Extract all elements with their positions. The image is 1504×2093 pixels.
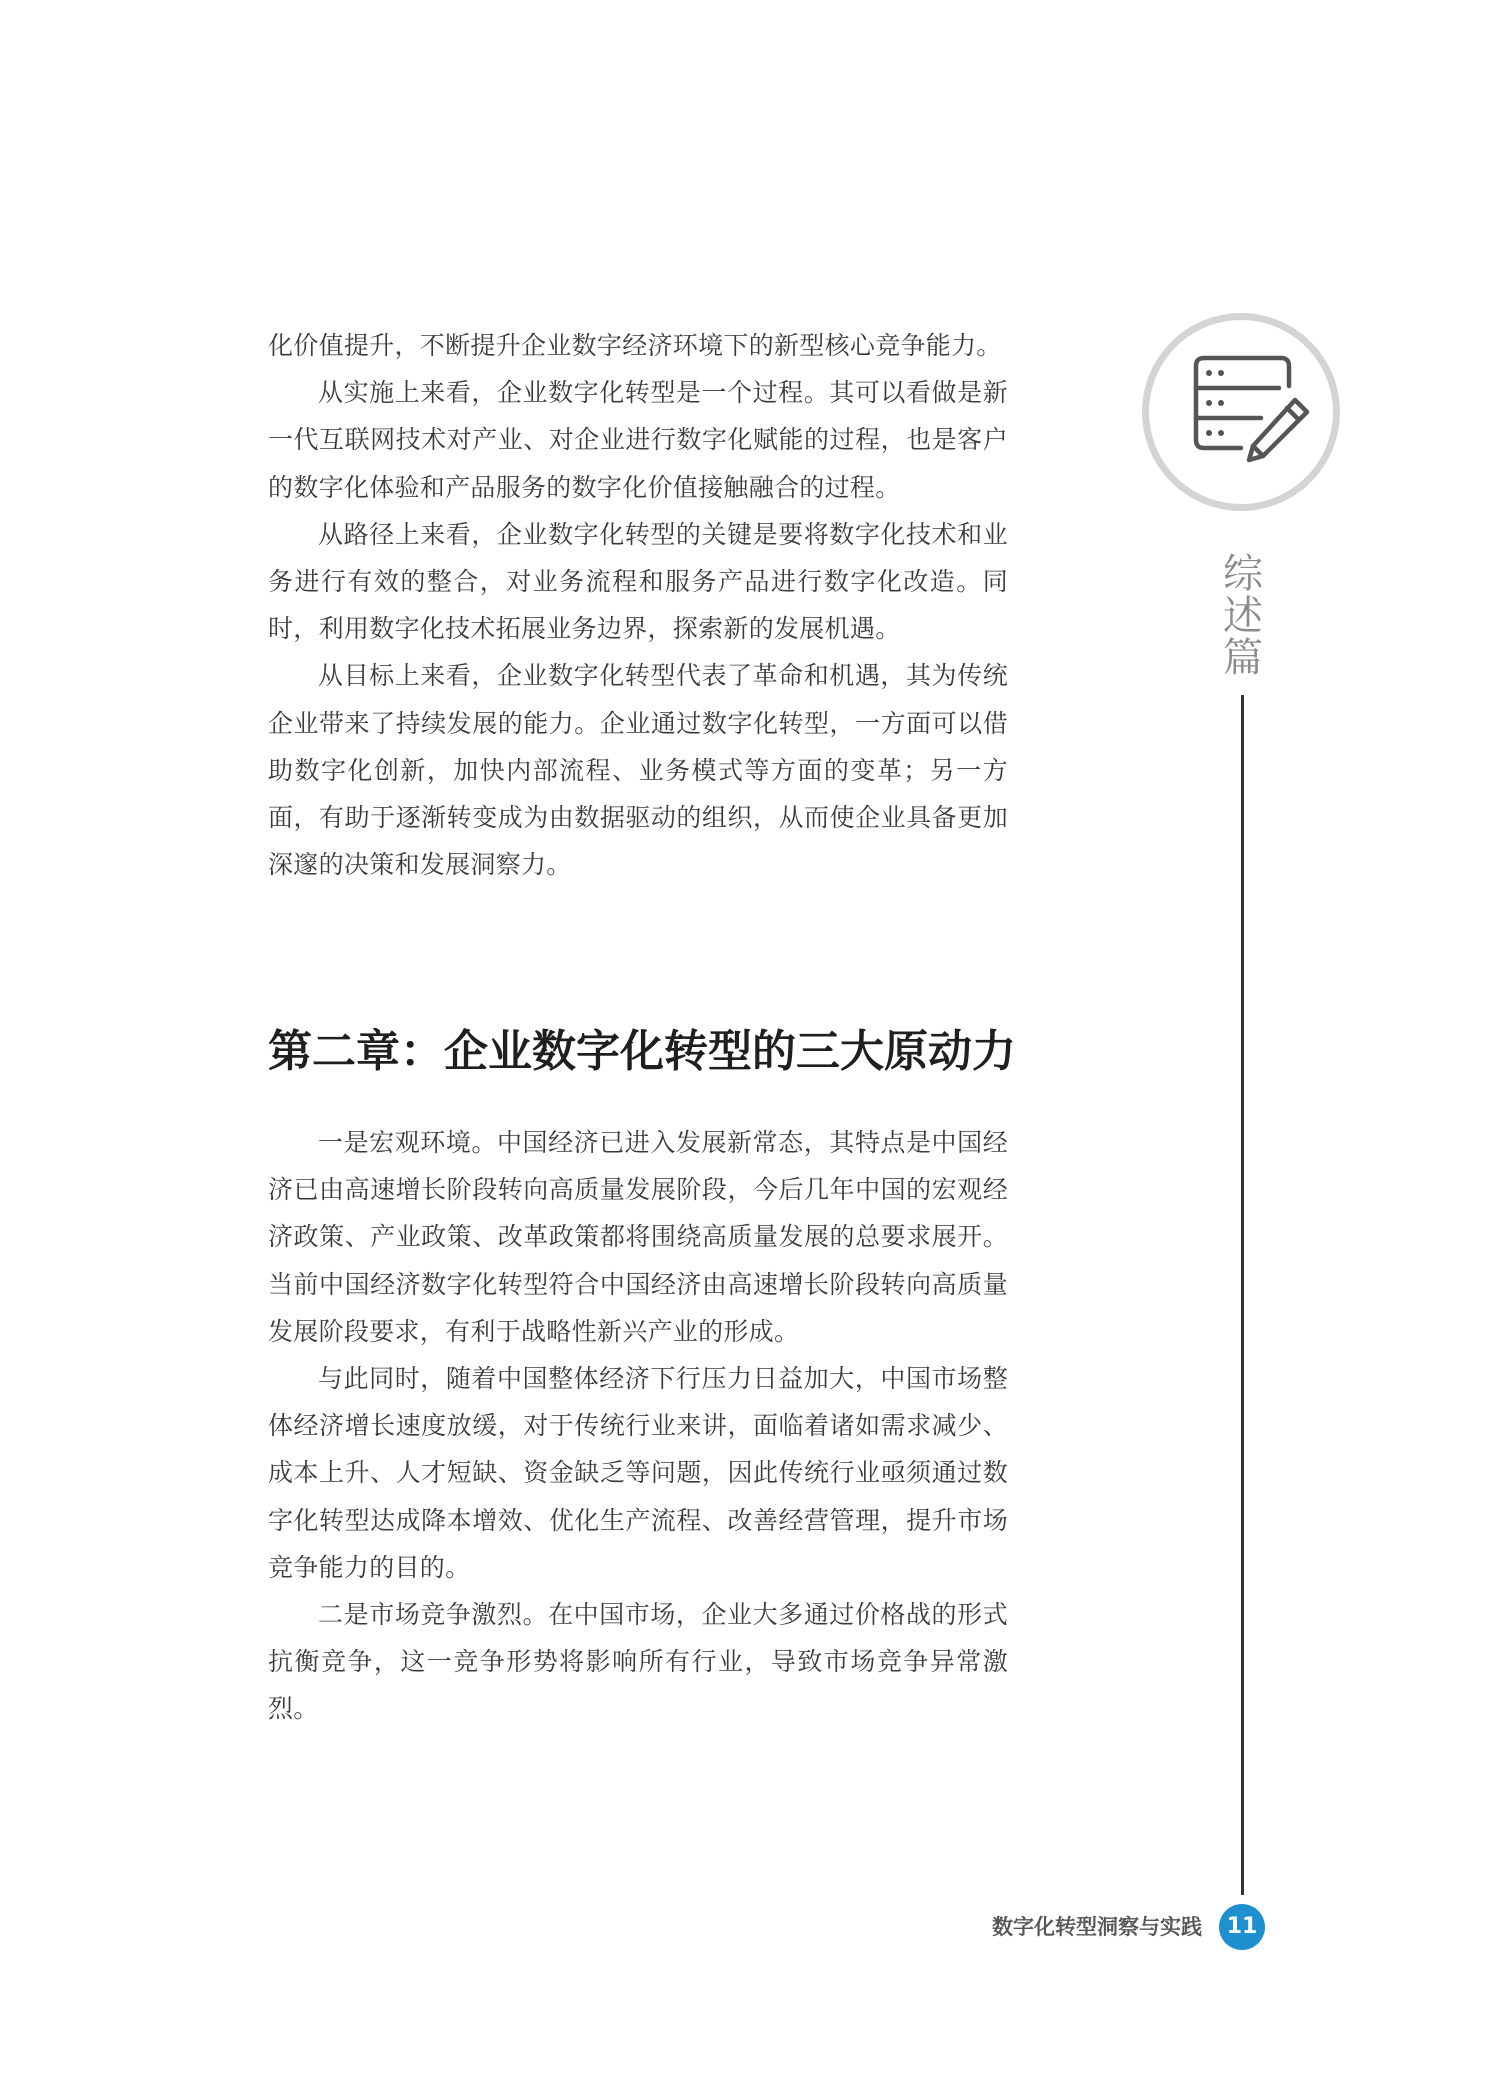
paragraph: 从实施上来看，企业数字化转型是一个过程。其可以看做是新一代互联网技术对产业、对企业进行数字化赋能的过程，也是客户的数字化体验和产品服务的数字化价值接触融合的过程。	[268, 378, 1008, 502]
section-label: 综述篇	[1223, 551, 1263, 681]
server-document-pencil-icon	[1149, 320, 1333, 504]
paragraph: 与此同时，随着中国整体经济下行压力日益加大，中国市场整体经济增长速度放缓，对于传统行业来讲，面临着诸如需求减少、成本上升、人才短缺、资金缺乏等问题，因此传统行业亟须通过数字化转型达成降本增效、优化生产流程、改善经营管理，提升市场竞争能力的目的。	[268, 1364, 1008, 1582]
paragraph: 从路径上来看，企业数字化转型的关键是要将数字化技术和业务进行有效的整合，对业务流程和服务产品进行数字化改造。同时，利用数字化技术拓展业务边界，探索新的发展机遇。	[268, 519, 1008, 644]
paragraph: 二是市场竞争激烈。在中国市场，企业大多通过价格战的形式抗衡竞争，这一竞争形势将影响所有行业，导致市场竞争异常激烈。	[268, 1600, 1008, 1724]
side-rule	[1241, 695, 1244, 1895]
body-text-top	[268, 322, 1008, 888]
section-badge	[1142, 313, 1340, 511]
paragraph: 化价值提升，不断提升企业数字经济环境下的新型核心竞争能力。	[268, 331, 1002, 360]
chapter-heading: 第二章：企业数字化转型的三大原动力	[268, 1026, 1016, 1077]
footer-book-title: 数字化转型洞察与实践	[992, 1915, 1202, 1939]
paragraph: 从目标上来看，企业数字化转型代表了革命和机遇，其为传统企业带来了持续发展的能力。企业通过数字化转型，一方面可以借助数字化创新，加快内部流程、业务模式等方面的变革；另一方面，有助于逐渐转变成为由数据驱动的组织，从而使企业具备更加深邃的决策和发展洞察力。	[268, 661, 1008, 880]
page-number: 11	[1219, 1904, 1265, 1950]
body-text-bottom	[268, 1119, 1008, 1733]
paragraph: 一是宏观环境。中国经济已进入发展新常态，其特点是中国经济已由高速增长阶段转向高质量发展阶段，今后几年中国的宏观经济政策、产业政策、改革政策都将围绕高质量发展的总要求展开。当前中国经济数字化转型符合中国经济由高速增长阶段转向高质量发展阶段要求，有利于战略性新兴产业的形成。	[268, 1128, 1008, 1346]
